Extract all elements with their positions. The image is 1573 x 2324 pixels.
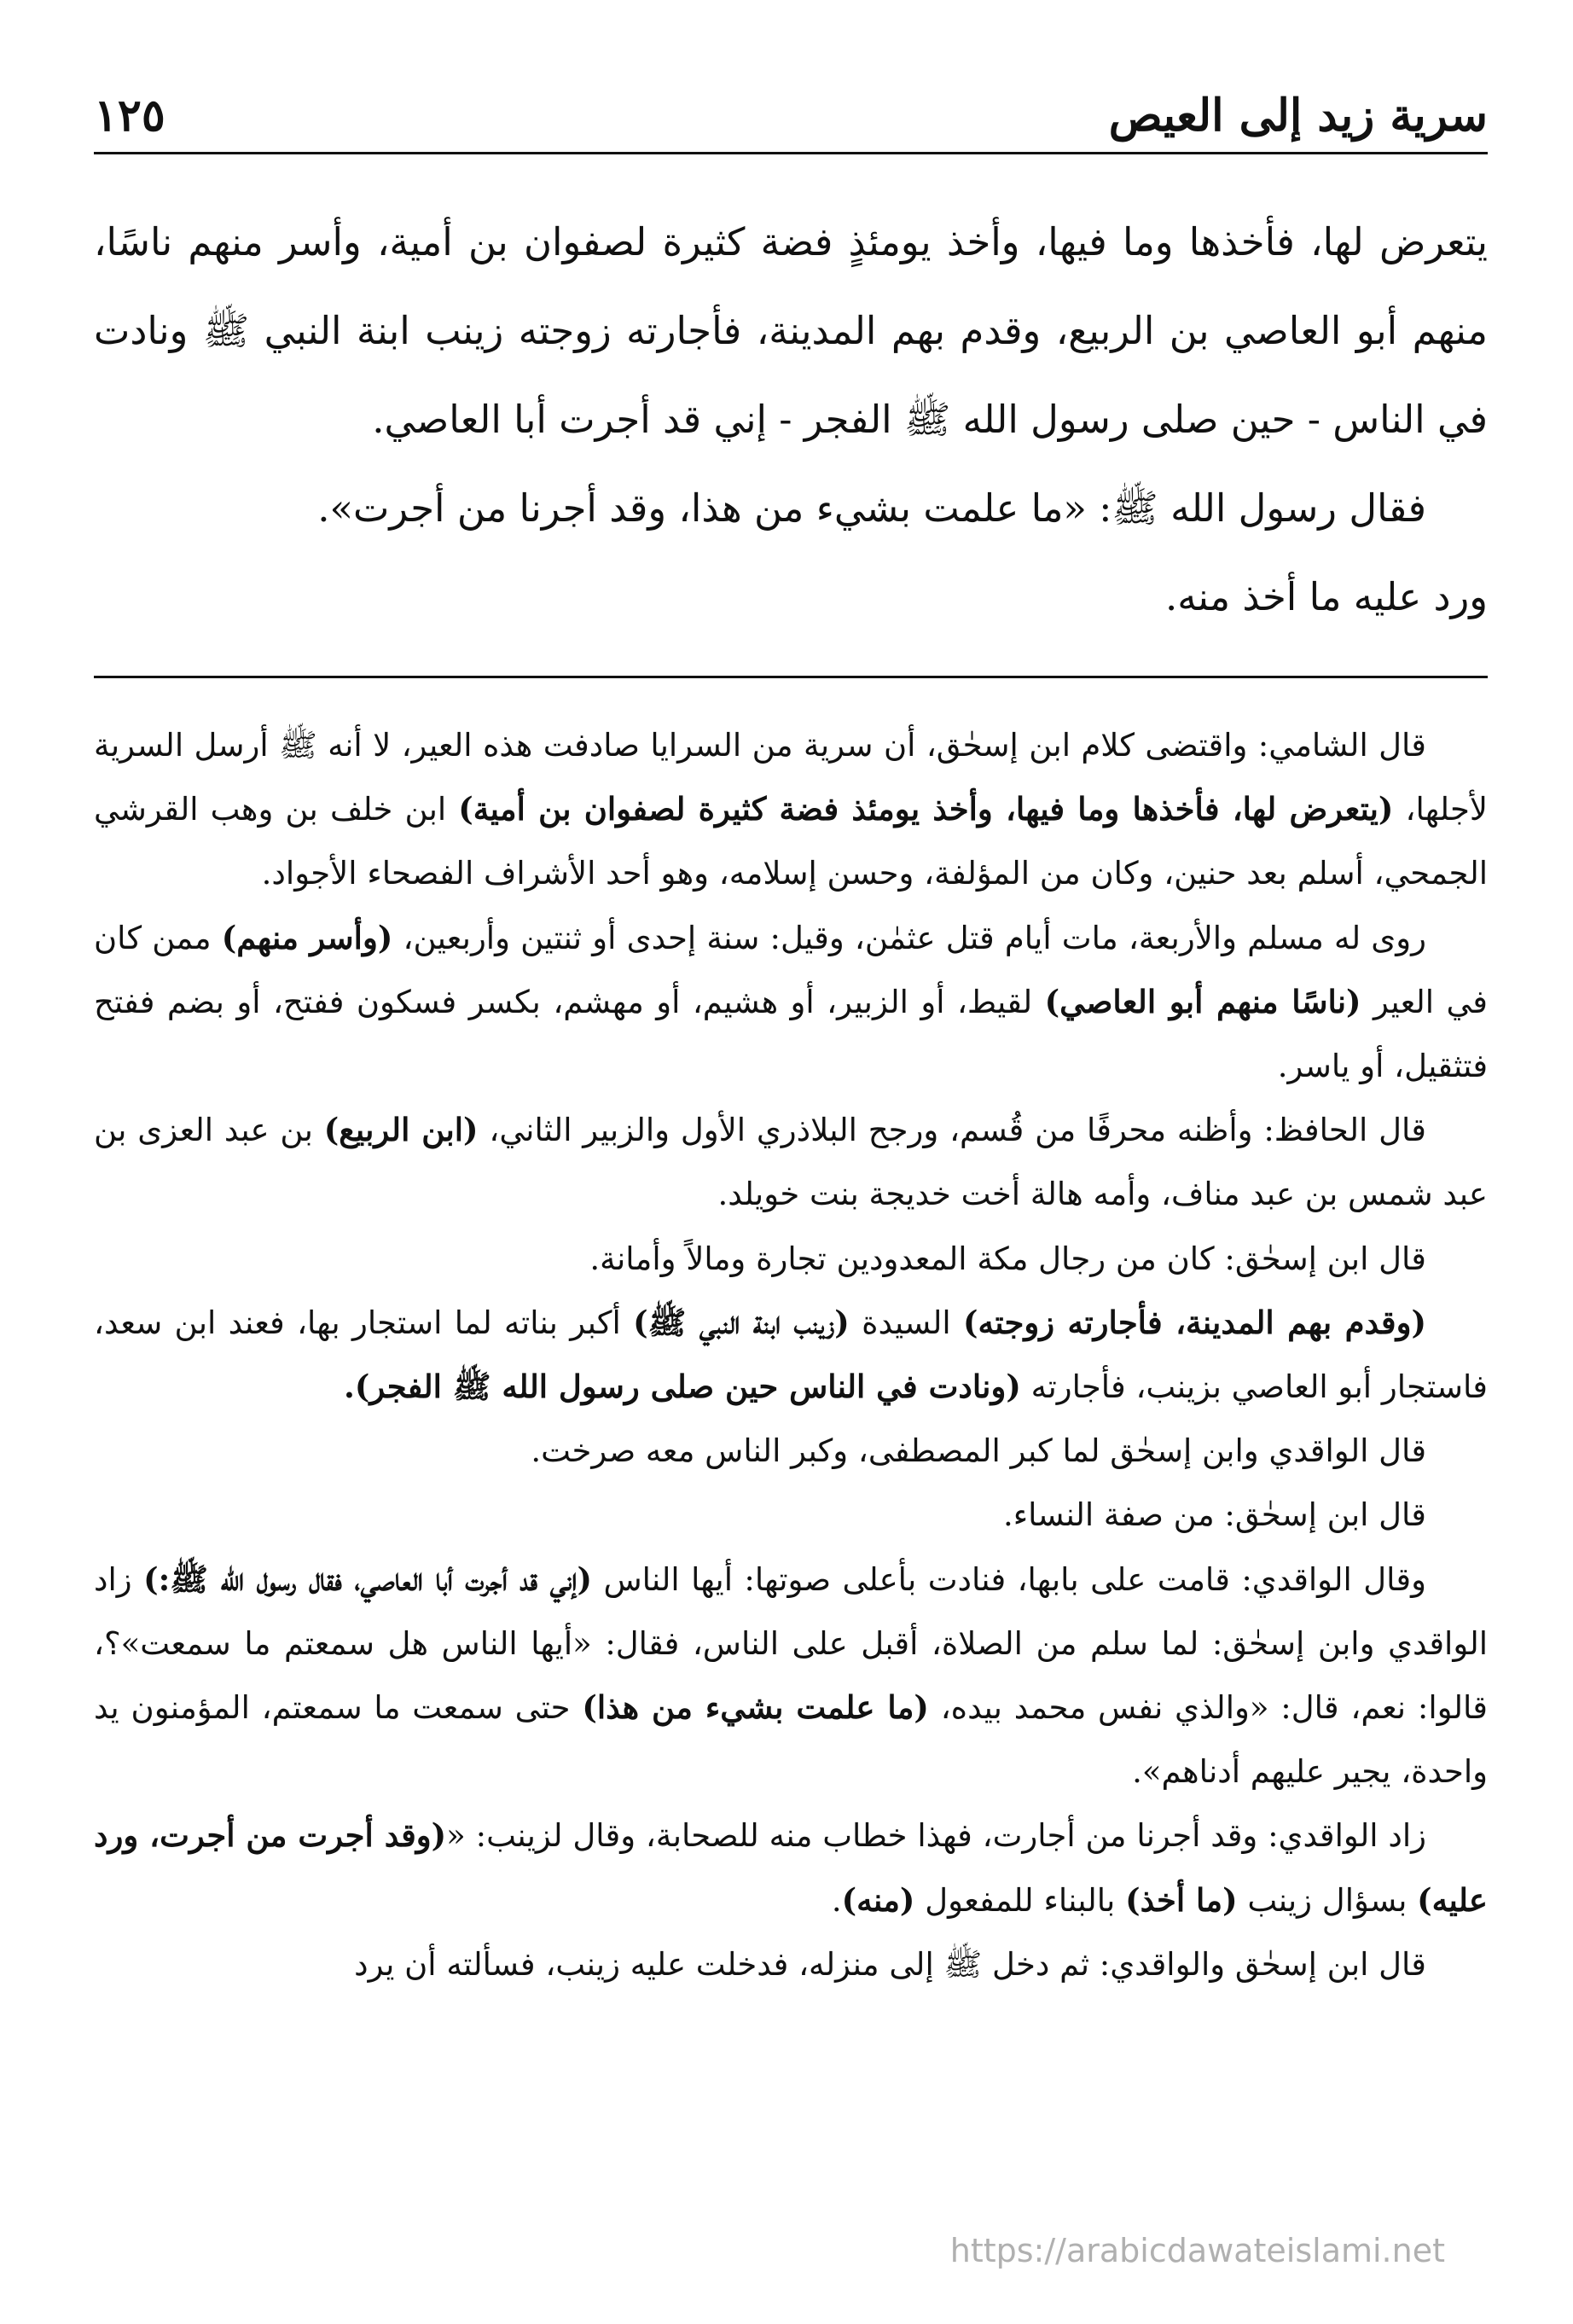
quoted-text: (وقد أجرت من أجرت، ورد عليه) [94,1816,1488,1919]
quoted-text: (يتعرض لها، فأخذها وما فيها، وأخذ يومئذ فضة كثيرة لصفوان بن أمية) [458,790,1394,828]
header-rule [94,152,1488,154]
commentary-text: أكبر بناته لما استجار بها، فعند ابن سعد، فاستجار أبو العاصي بزينب، فأجارته [94,1304,1488,1406]
commentary-paragraph [94,1419,1488,1483]
quoted-text: (ونادت في الناس حين صلى رسول الله ﷺ الفجر). [343,1368,1021,1406]
commentary-text: قال ابن إسحٰق: كان من رجال مكة المعدودين تجارة ومالاً وأمانة. [589,1240,1426,1277]
commentary-paragraph [94,713,1488,906]
quoted-text: (ما علمت بشيء من هذا) [582,1688,929,1727]
commentary-text: بسؤال زينب [1237,1881,1418,1919]
page-number: ١٢٥ [94,90,165,142]
commentary-text: قال ابن إسحٰق: من صفة النساء. [1003,1496,1426,1534]
watermark: https://arabicdawateislami.net [949,2232,1445,2269]
commentary-paragraph [94,1227,1488,1291]
main-paragraph: ورد عليه ما أخذ منه. [1164,574,1488,619]
quoted-text: (إني قد أجرت أبا العاصي، فقال رسول الله ﷺ:) [143,1560,593,1598]
main-paragraph: فقال رسول الله ﷺ: «ما علمت بشيء من هذا، وقد أجرنا من أجرت». [317,485,1426,531]
commentary-text: قال الحافظ: وأظنه محرفًا من قُسم، ورجح البلاذري الأول والزبير الثاني، [478,1112,1426,1149]
commentary-paragraph [94,1804,1488,1932]
commentary-text: السيدة [849,1304,963,1341]
commentary-text: ممن كان في العير [94,919,1488,1020]
commentary-text: قال الواقدي وابن إسحٰق لما كبر المصطفى، وكبر الناس معه صرخت. [531,1432,1426,1470]
commentary-text: روى له مسلم والأربعة، مات أيام قتل عثمٰن، وقيل: سنة إحدى أو ثنتين وأربعين، [392,919,1426,956]
page-header [94,82,1488,150]
quoted-text: (ما أخذ) [1125,1880,1238,1919]
commentary-paragraph [94,1932,1488,1996]
main-text [94,198,1488,642]
commentary-paragraph [94,1098,1488,1226]
quoted-text: (وقدم بهم المدينة، فأجارته زوجته) [962,1303,1426,1341]
commentary-text: لقيط، أو الزبير، أو هشيم، أو مهشم، بكسر فسكون ففتح، أو بضم ففتح فتثقيل، أو ياسر. [94,983,1488,1085]
quoted-text: (ناسًا منهم أبو العاصي) [1044,982,1361,1020]
commentary-text: حتى سمعت ما سمعتم، المؤمنون يد واحدة، يجير عليهم أدناهم». [94,1689,1488,1791]
commentary-text: قال الشامي: واقتضى كلام ابن إسحٰق، أن سرية من السرايا صادفت هذه العير، لا أنه ﷺ أرسل السرية لأجلها، [94,727,1488,828]
commentary-paragraph [94,1548,1488,1804]
commentary-text: . [831,1881,842,1919]
running-title: سرية زيد إلى العيص [1108,90,1488,142]
commentary [94,713,1488,1996]
commentary-text: بالبناء للمفعول [914,1881,1126,1919]
commentary-paragraph [94,1483,1488,1547]
quoted-text: (زينب ابنة النبي ﷺ) [633,1303,850,1341]
commentary-text: زاد الواقدي: وقد أجرنا من أجارت، فهذا خطاب منه للصحابة، وقال لزينب: « [446,1817,1426,1855]
main-paragraph: يتعرض لها، فأخذها وما فيها، وأخذ يومئذٍ فضة كثيرة لصفوان بن أمية، وأسر منهم ناسًا، منهم أبو العاصي بن الربيع، وقدم بهم المدينة، فأجارته زوجته زينب ابنة النبي ﷺ ونادت في الناس - حين صلى رسول الله ﷺ الفجر - إني قد أجرت أبا العاصي. [94,219,1488,442]
quoted-text: (وأسر منهم) [221,918,393,956]
commentary-text: وقال الواقدي: قامت على بابها، فنادت بأعلى صوتها: أيها الناس [592,1560,1426,1598]
quoted-text: (منه) [841,1880,915,1919]
commentary-paragraph [94,1291,1488,1419]
commentary-paragraph [94,906,1488,1099]
commentary-text: ابن خلف بن وهب القرشي الجمحي، أسلم بعد حنين، وكان من المؤلفة، وحسن إسلامه، وهو أحد الأشراف الفصحاء الأجواد. [94,791,1488,892]
commentary-text: قال ابن إسحٰق والواقدي: ثم دخل ﷺ إلى منزله، فدخلت عليه زينب، فسألته أن يرد [354,1945,1426,1983]
quoted-text: (ابن الربيع) [323,1111,479,1149]
separator-rule [94,676,1488,678]
commentary-text: بن عبد العزى بن عبد شمس بن عبد مناف، وأمه هالة أخت خديجة بنت خويلد. [94,1112,1488,1213]
commentary-text: زاد الواقدي وابن إسحٰق: لما سلم من الصلاة، أقبل على الناس، فقال: «أيها الناس هل سمعتم ما سمعت»؟، قالوا: نعم، قال: «والذي نفس محمد بيده، [94,1560,1488,1727]
